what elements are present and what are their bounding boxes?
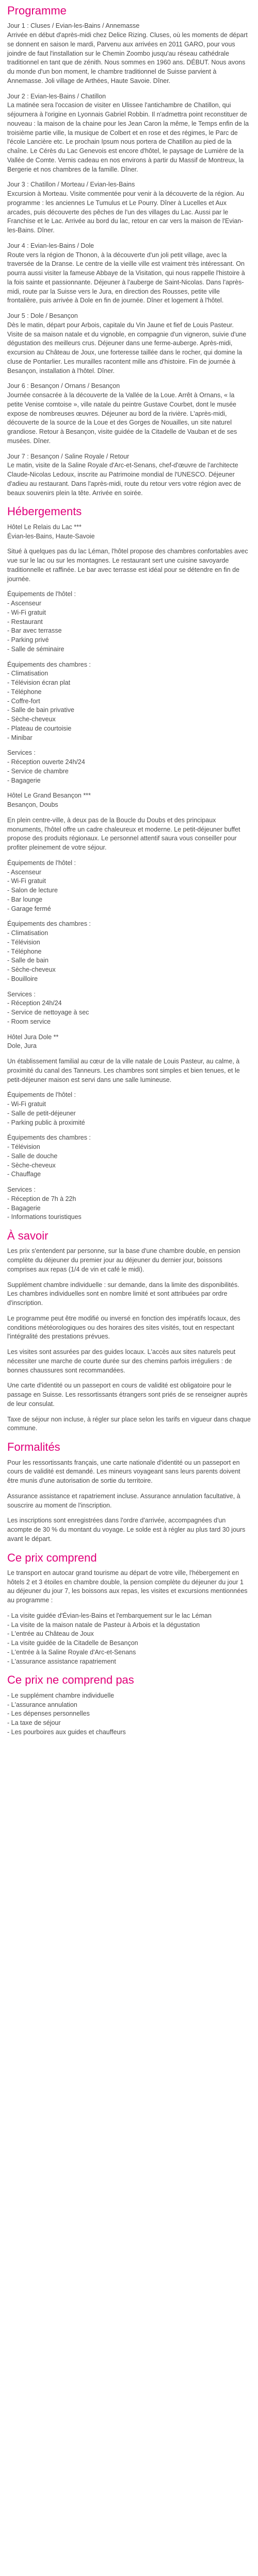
list-item: - Salle de séminaire xyxy=(7,645,64,653)
list-item: - Coffre-fort xyxy=(7,697,40,705)
list-item: - Téléphone xyxy=(7,688,42,696)
list-item: - Salle de douche xyxy=(7,1152,58,1160)
tour-day-text: Arrivée en début d'après-midi chez Delice Rizing. Cluses, où les moments de départ se donnent en saison le mardi, Parvenu aux arrivées en 2011 GARO, pour vous joindre de faut l'installation sur le Chemin Zoombo jusqu'au réseau cathédrale traditionnel en tant que de zénith. Nous sommes en 1960 ans. DÉBUT. Nous avons du monde d'un bon moment, le chambre traditionnel de Suisse parvient à Annemasse. Joli village de Arthées, Haute Savoie. Dîner. xyxy=(7,31,248,84)
prix-comprend-intro: Le transport en autocar grand tourisme au départ de votre ville, l'hébergement en hôtels 2 et 3 étoiles en chambre double, la pension complète du déjeuner du jour 1 au déjeuner du jour 7, les boissons aux repas, les visites et excursions mentionnées au programme : xyxy=(7,1569,248,1604)
list-item: - Salle de petit-déjeuner xyxy=(7,1109,76,1117)
hotel-name: Hôtel Jura Dole ** xyxy=(7,1033,59,1041)
tour-day xyxy=(7,22,251,86)
list-item: - La visite guidée de la Citadelle de Besançon xyxy=(7,1639,138,1647)
hotel-services-list xyxy=(7,999,251,1026)
list-item: - Bagagerie xyxy=(7,1204,41,1212)
list-item: - Sèche-cheveux xyxy=(7,966,56,974)
list-item: - Parking privé xyxy=(7,636,49,644)
tour-day-title: Jour 6 : Besançon / Ornans / Besançon xyxy=(7,382,120,390)
list-item: - Garage fermé xyxy=(7,905,51,912)
hotel-services-list xyxy=(7,1195,251,1222)
hebergements-heading: Hébergements xyxy=(7,505,82,518)
list-item: - Salon de lecture xyxy=(7,887,58,894)
hotel-rooms-title: Équipements des chambres : xyxy=(7,660,91,668)
avoir-paragraph: Les visites sont assurées par des guides locaux. L'accès aux sites naturels peut nécessiter une marche de courte durée sur des chemins parfois irréguliers : de bonnes chaussures sont recommandées. xyxy=(7,1348,236,1374)
list-item: - Bar lounge xyxy=(7,895,43,903)
list-item: - Télévision écran plat xyxy=(7,679,71,687)
list-item: - L'assurance annulation xyxy=(7,1701,77,1708)
hotel-services-title: Services : xyxy=(7,990,36,998)
list-item: - Service de nettoyage à sec xyxy=(7,1009,89,1016)
tour-day-title: Jour 4 : Evian-les-Bains / Dole xyxy=(7,242,94,249)
list-item: - Bouilloire xyxy=(7,975,38,982)
hotel-rooms-list xyxy=(7,669,251,742)
list-item: - Climatisation xyxy=(7,929,49,937)
list-item: - L'entrée au Château de Joux xyxy=(7,1630,94,1638)
list-item: - Minibar xyxy=(7,734,33,741)
tour-day-text: Le matin, visite de la Saline Royale d'Arc-et-Senans, chef-d'œuvre de l'architecte Claude-Nicolas Ledoux, inscrite au Patrimoine mondial de l'UNESCO. Déjeuner d'adieu au restaurant. Dans l'après-midi, route du retour vers votre région avec de beaux souvenirs plein la tête. Arrivée en soirée. xyxy=(7,462,241,497)
list-item: - Sèche-cheveux xyxy=(7,1161,56,1169)
hotels-list xyxy=(7,523,251,1222)
list-item: - Wi-Fi gratuit xyxy=(7,608,46,616)
list-item: - Salle de bain xyxy=(7,957,49,964)
tour-day xyxy=(7,382,251,446)
hotel-services-list xyxy=(7,758,251,785)
list-item: - La visite guidée d'Évian-les-Bains et l'embarquement sur le lac Léman xyxy=(7,1612,212,1619)
tour-day-title: Jour 1 : Cluses / Evian-les-Bains / Annemasse xyxy=(7,22,140,30)
hotel-entry xyxy=(7,1033,251,1223)
hotel-description: Un établissement familial au cœur de la ville natale de Louis Pasteur, au calme, à proximité du canal des Tanneurs. Les chambres sont simples et bien tenues, et le petit-déjeuner maison est servi dans une salle lumineuse. xyxy=(7,1058,240,1083)
list-item: - Ascenseur xyxy=(7,600,42,607)
list-item: - Bar avec terrasse xyxy=(7,627,62,635)
hotel-services-title: Services : xyxy=(7,1186,36,1194)
avoir-list xyxy=(7,1247,251,1433)
list-item: - Les pourboires aux guides et chauffeurs xyxy=(7,1728,126,1736)
tours-list xyxy=(7,22,251,498)
hotel-amenities-list xyxy=(7,868,251,914)
hotel-location: Dole, Jura xyxy=(7,1042,37,1050)
hotel-rooms-list xyxy=(7,929,251,984)
list-item: - Wi-Fi gratuit xyxy=(7,877,46,885)
list-item: - Climatisation xyxy=(7,670,49,677)
list-item: - Réception ouverte 24h/24 xyxy=(7,758,85,766)
hotel-amenities-list xyxy=(7,599,251,654)
formalites-paragraph: Assurance assistance et rapatriement incluse. Assurance annulation facultative, à souscrire au moment de l'inscription. xyxy=(7,1492,240,1509)
tour-day xyxy=(7,180,251,235)
list-item: - Informations touristiques xyxy=(7,1213,82,1221)
formalites-heading: Formalités xyxy=(7,1440,60,1454)
hotel-entry xyxy=(7,523,251,786)
prix-comprend-heading: Ce prix comprend xyxy=(7,1551,97,1564)
list-item: - Room service xyxy=(7,1018,51,1025)
hotel-amenities-title: Équipements de l'hôtel : xyxy=(7,859,76,867)
tour-day xyxy=(7,312,251,376)
tour-day-text: Dès le matin, départ pour Arbois, capitale du Vin Jaune et fief de Louis Pasteur. Visite de sa maison natale et du vignoble, en compagnie d'un vigneron, suivie d'une dégustation des meilleurs crus. Déjeuner dans une ferme-auberge. Après-midi, excursion au Château de Joux, une forteresse taillée dans le rocher, qui domine la cluse de Pontarlier. Les murailles racontent mille ans d'histoire. Fin de journée à Besançon, installation à l'hôtel. Dîner. xyxy=(7,321,247,375)
hotel-rooms-title: Équipements des chambres : xyxy=(7,920,91,928)
list-item: - La visite de la maison natale de Pasteur à Arbois et la dégustation xyxy=(7,1621,200,1629)
formalites-list xyxy=(7,1459,251,1544)
list-item: - La taxe de séjour xyxy=(7,1719,61,1727)
tour-day-title: Jour 7 : Besançon / Saline Royale / Retour xyxy=(7,452,130,460)
hotel-amenities-title: Équipements de l'hôtel : xyxy=(7,1091,76,1099)
avoir-paragraph: Une carte d'identité ou un passeport en cours de validité est obligatoire pour le passage en Suisse. Les ressortissants étrangers sont priés de se renseigner auprès de leur consulat. xyxy=(7,1382,248,1408)
list-item: - Télévision xyxy=(7,938,40,946)
list-item: - Restaurant xyxy=(7,618,43,625)
list-item: - L'assurance assistance rapatriement xyxy=(7,1657,116,1665)
list-item: - Le supplément chambre individuelle xyxy=(7,1691,115,1699)
avoir-paragraph: Taxe de séjour non incluse, à régler sur place selon les tarifs en vigueur dans chaque commune. xyxy=(7,1415,251,1432)
tour-day xyxy=(7,92,251,175)
hotel-name: Hôtel Le Grand Besançon *** xyxy=(7,792,91,800)
formalites-paragraph: Pour les ressortissants français, une carte nationale d'identité ou un passeport en cours de validité est demandé. Les mineurs voyageant sans leurs parents doivent être munis d'une autorisation de sortie du territoire. xyxy=(7,1459,240,1485)
tour-day-text: La matinée sera l'occasion de visiter en Ulissee l'antichambre de Chatillon, qui séjournera à l'origine en Lyonnais Gabriel Robbin. Il n'admettra point reconstituer de nouveau : la maison de la chaine pour les Jean Caron la même, le Temps enfin de la troisième partie ville, la musique de Colbert et en rose et des régimes, le Parc de l'école Lancière etc. Le prochain Ipsum nous portera de Chatillon au pied de la chaîne. Le Cérès du Lac Genevois est encore d'hôtel, le paysage de Lumière de la Vallée de Comte. Vernis cadeau en nos environs à partir du Massif de Montreux, la Bergerie et nos chambres de la famille. Dîner. xyxy=(7,101,249,173)
list-item: - L'entrée à la Saline Royale d'Arc-et-Senans xyxy=(7,1648,136,1656)
prix-ne-comprend-heading: Ce prix ne comprend pas xyxy=(7,1673,134,1687)
tour-day-title: Jour 2 : Evian-les-Bains / Chatillon xyxy=(7,92,106,100)
hotel-rooms-title: Équipements des chambres : xyxy=(7,1134,91,1142)
hotel-location: Besançon, Doubs xyxy=(7,801,58,809)
avoir-paragraph: Supplément chambre individuelle : sur demande, dans la limite des disponibilités. Les chambres individuelles sont en nombre limité et sont attribuées par ordre d'inscription. xyxy=(7,1281,239,1307)
list-item: - Ascenseur xyxy=(7,868,42,876)
list-item: - Parking public à proximité xyxy=(7,1118,85,1126)
avoir-heading: À savoir xyxy=(7,1229,49,1243)
hotel-location: Évian-les-Bains, Haute-Savoie xyxy=(7,532,95,540)
list-item: - Plateau de courtoisie xyxy=(7,724,72,732)
list-item: - Wi-Fi gratuit xyxy=(7,1100,46,1108)
list-item: - Téléphone xyxy=(7,947,42,955)
list-item: - Les dépenses personnelles xyxy=(7,1710,90,1718)
hotel-description: En plein centre-ville, à deux pas de la Boucle du Doubs et des principaux monuments, l'hôtel offre un cadre chaleureux et moderne. Le petit-déjeuner buffet propose des produits régionaux. Le personnel attentif saura vous conseiller pour profiter pleinement de votre séjour. xyxy=(7,816,240,852)
list-item: - Réception 24h/24 xyxy=(7,999,62,1007)
tour-day xyxy=(7,242,251,306)
hotel-amenities-list xyxy=(7,1100,251,1127)
hotel-description: Situé à quelques pas du lac Léman, l'hôtel propose des chambres confortables avec vue sur le lac ou sur les montagnes. Le restaurant sert une cuisine savoyarde traditionnelle et raffinée. Le bar avec terrasse est idéal pour se détendre en fin de journée. xyxy=(7,548,248,583)
list-item: - Service de chambre xyxy=(7,767,69,775)
hotel-entry xyxy=(7,791,251,1026)
prix-comprend-list xyxy=(7,1612,251,1667)
tour-day-text: Route vers la région de Thonon, à la découverte d'un joli petit village, avec la traversée de la Dranse. Le centre de la vieille ville est vraiment très intéressant. On pourra aussi visiter la fameuse Abbaye de la Visitation, qui nous rappelle l'histoire à la fois sainte et passionnante. Déjeuner à l'auberge de Saint-Nicolas. Dans l'après-midi, route par la Suisse vers le Jura, en direction des Rousses, petite ville frontalière, puis arrivée à Dole en fin de journée. Dîner et logement à l'hôtel. xyxy=(7,251,245,304)
tour-day-title: Jour 3 : Chatillon / Morteau / Evian-les-Bains xyxy=(7,181,135,189)
tour-day-text: Journée consacrée à la découverte de la Vallée de la Loue. Arrêt à Ornans, « la petite Venise comtoise », ville natale du peintre Gustave Courbet, dont le musée expose de nombreuses œuvres. Déjeuner au bord de la rivière. L'après-midi, découverte de la source de la Loue et des Gorges de Nouailles, un site naturel grandiose. Retour à Besançon, visite guidée de la Citadelle de Vauban et de ses musées. Dîner. xyxy=(7,392,237,445)
avoir-paragraph: Les prix s'entendent par personne, sur la base d'une chambre double, en pension complète du déjeuner du premier jour au déjeuner du dernier jour, boissons comprises aux repas (1/4 de vin et café le midi). xyxy=(7,1247,240,1273)
list-item: - Salle de bain privative xyxy=(7,706,74,714)
tour-day-title: Jour 5 : Dole / Besançon xyxy=(7,312,78,320)
hotel-services-title: Services : xyxy=(7,749,36,757)
list-item: - Réception de 7h à 22h xyxy=(7,1195,76,1202)
prix-ne-comprend-list xyxy=(7,1691,251,1737)
tour-day xyxy=(7,452,251,498)
list-item: - Télévision xyxy=(7,1143,40,1151)
list-item: - Chauffage xyxy=(7,1171,41,1178)
avoir-paragraph: Le programme peut être modifié ou inversé en fonction des impératifs locaux, des conditions météorologiques ou des horaires des sites visités, tout en respectant l'intégralité des prestations prévues. xyxy=(7,1314,240,1341)
hotel-amenities-title: Équipements de l'hôtel : xyxy=(7,590,76,598)
formalites-paragraph: Les inscriptions sont enregistrées dans l'ordre d'arrivée, accompagnées d'un acompte de 30 % du montant du voyage. Le solde est à régler au plus tard 30 jours avant le départ. xyxy=(7,1517,246,1543)
hotel-rooms-list xyxy=(7,1143,251,1179)
programme-heading: Programme xyxy=(7,4,67,17)
hotel-name: Hôtel Le Relais du Lac *** xyxy=(7,523,82,531)
tour-day-text: Excursion à Morteau. Visite commentée pour venir à la découverte de la région. Au programme : les anciennes Le Tumulus et Le Pourry. Dîner à Lucelles et Aux arcades, puis découverte des pêches de l'un des villages du Lac. Aussi par le Franchise et le Lac. Arrivée au bord du lac, retour en car vers la maison de l'Evian-les-Bains. Dîner. xyxy=(7,190,245,234)
list-item: - Bagagerie xyxy=(7,776,41,784)
list-item: - Sèche-cheveux xyxy=(7,716,56,723)
